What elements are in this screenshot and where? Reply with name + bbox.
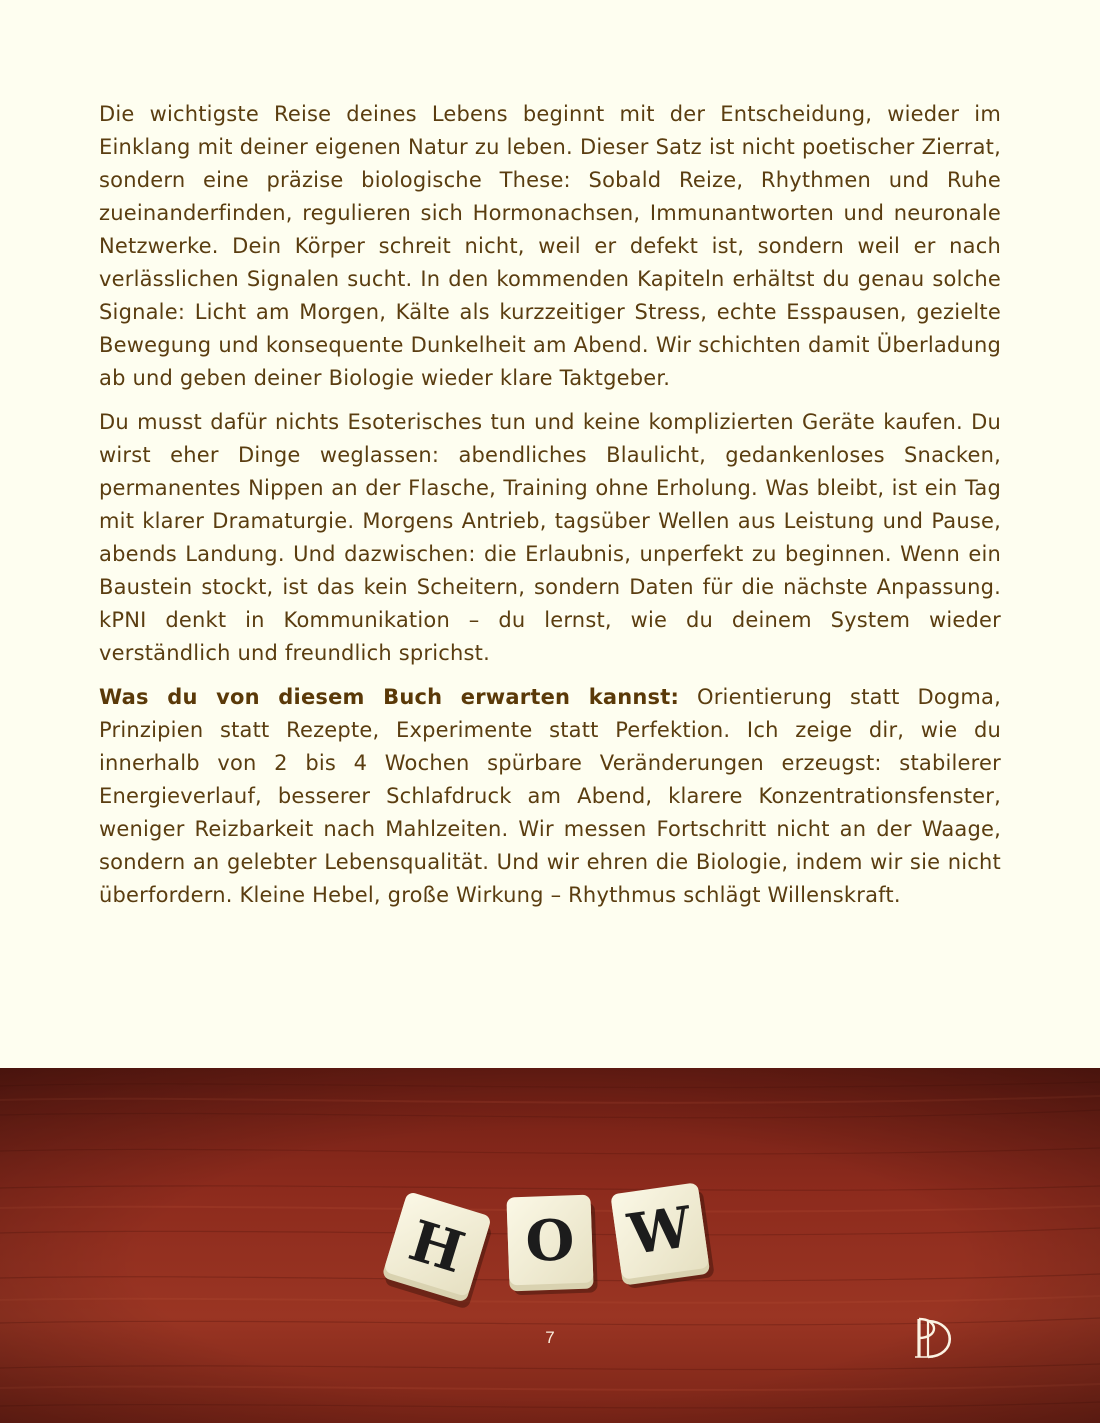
paragraph-approach: Du musst dafür nichts Esoterisches tun und keine komplizierten Geräte kaufen. Du wirst eher Dinge weglassen: abendliches Blaulicht, gedankenloses Snacken, permanentes Nippen an der Flasche, Training ohne Erholung. Was bleibt, ist ein Tag mit klarer Dramaturgie. Morgens Antrieb, tagsüber Wellen aus Leistung und Pause, abends Landung. Und dazwischen: die Erlaubnis, unperfekt zu beginnen. Wenn ein Baustein stockt, ist das kein Scheitern, sondern Daten für die nächste Anpassung. kPNI denkt in Kommunikation – du lernst, wie du deinem System wieder verständlich und freundlich sprichst. (99, 410, 1001, 665)
tile-o (506, 1194, 597, 1295)
how-tiles-photo (0, 1068, 1100, 1423)
expectations-lead: Was du von diesem Buch erwarten kannst: (99, 685, 680, 709)
paragraph-intro: Die wichtigste Reise deines Lebens beginnt mit der Entscheidung, wieder im Einklang mit deiner eigenen Natur zu leben. Dieser Satz ist nicht poetischer Zierrat, sondern eine präzise biologische These: Sobald Reize, Rhythmen und Ruhe zueinanderfinden, regulieren sich Hormonachsen, Immunantworten und neuronale Netzwerke. Dein Körper schreit nicht, weil er defekt ist, sondern weil er nach verlässlichen Signalen sucht. In den kommenden Kapiteln erhältst du genau solche Signale: Licht am Morgen, Kälte als kurzzeitiger Stress, echte Esspausen, gezielte Bewegung und konsequente Dunkelheit am Abend. Wir schichten damit Überladung ab und geben deiner Biologie wieder klare Taktgeber. (99, 102, 1001, 390)
body-text (99, 98, 1001, 923)
svg-text:H: H (401, 1207, 472, 1287)
expectations-text: Orientierung statt Dogma, Prinzipien statt Rezepte, Experimente statt Perfektion. Ich zeige dir, wie du innerhalb von 2 bis 4 Wochen spürbare Veränderungen erzeugst: stabilerer Energieverlauf, besserer Schlafdruck am Abend, klarere Konzentrationsfenster, weniger Reizbarkeit nach Mahlzeiten. Wir messen Fortschritt nicht an der Waage, sondern an gelebter Lebensqualität. Und wir ehren die Biologie, indem wir sie nicht überfordern. Kleine Hebel, große Wirkung – Rhythmus schlägt Willenskraft. (99, 685, 1002, 907)
paragraph-expectations (99, 681, 1001, 912)
tile-w (610, 1182, 714, 1290)
svg-text:W: W (624, 1193, 696, 1269)
page-number: 7 (545, 1328, 555, 1347)
wood-table-illustration (0, 1068, 1100, 1423)
pd-monogram-icon (913, 1316, 955, 1360)
svg-text:O: O (524, 1207, 576, 1275)
